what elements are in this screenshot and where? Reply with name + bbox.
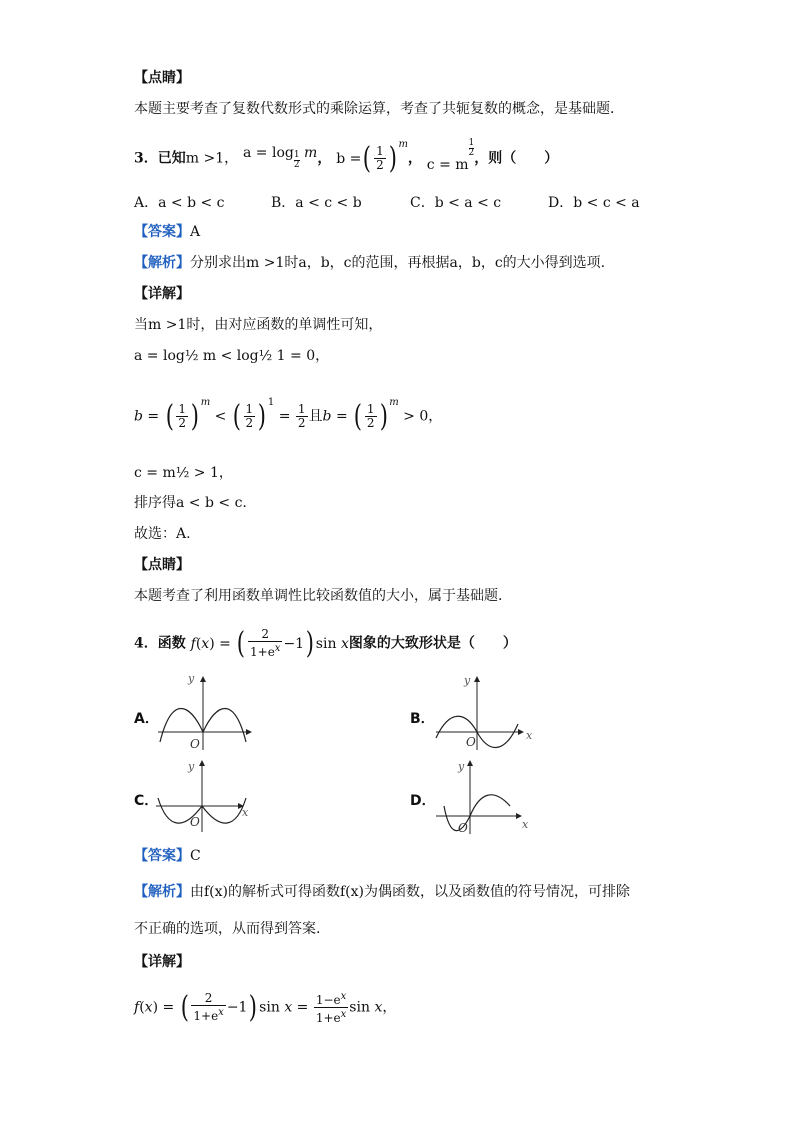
graph-b-origin-label: O bbox=[466, 735, 476, 749]
graph-a-y-label: y bbox=[188, 674, 195, 685]
q3-number: 3．已知 bbox=[134, 150, 186, 167]
graph-d-y-label: y bbox=[458, 760, 465, 773]
graph-c-origin-label: O bbox=[190, 815, 200, 829]
q3-dianjing-text: 本题考查了利用函数单调性比较函数值的大小，属于基础题. bbox=[134, 588, 503, 604]
q3-tail: ，则（ ） bbox=[474, 150, 559, 167]
q3-option-a: A．a < b < c bbox=[134, 195, 225, 211]
q4-graph-a bbox=[150, 674, 260, 754]
q3-detail-line2: a = log½ m < log½ 1 = 0， bbox=[134, 348, 330, 364]
q3-cond: m >1， bbox=[185, 150, 239, 167]
q4-number: 4．函数 bbox=[134, 635, 186, 652]
q3-option-b: B．a < c < b bbox=[271, 195, 362, 211]
q3-detail-heading: 【详解】 bbox=[134, 286, 190, 302]
q4-detail-heading: 【详解】 bbox=[134, 954, 190, 970]
question-3: 3．已知m >1， a = log $\frac{1}{2}$ m， b =( $\frac{1}{2}$ ) $^m$， c = m $^{\frac{1}{2}}$，则（ ） bbox=[134, 138, 559, 176]
graph-b-y-label: y bbox=[464, 674, 471, 687]
q3-detail-line4: c = m½ > 1， bbox=[134, 465, 233, 481]
q3-analysis: 【解析】分别求出m >1时a，b，c的范围，再根据a，b，c的大小得到选项. bbox=[134, 255, 606, 271]
graph-a-origin-label: O bbox=[190, 737, 200, 751]
q4-option-a-label: A． bbox=[134, 711, 159, 727]
q4-analysis-line2: 不正确的选项，从而得到答案. bbox=[134, 921, 321, 937]
graph-d-x-label: x bbox=[522, 818, 529, 831]
q4-analysis-line1: 【解析】由f(x)的解析式可得函数f(x)为偶函数，以及函数值的符号情况，可排除 bbox=[134, 884, 631, 900]
q3-answer: 【答案】A bbox=[134, 224, 201, 240]
q4-option-c-label: C． bbox=[134, 793, 159, 809]
q3-a-expr: a = log $\frac{1}{2}$ m bbox=[243, 144, 318, 170]
q4-graph-b bbox=[430, 674, 540, 754]
section-heading-dianjing: 【点睛】 bbox=[134, 70, 190, 86]
q4-detail-line1: f(x) = ( $\frac{2}{1+e^x}$ −1) sin x = $\frac{1-e^x}{1+e^x}$ sin x， bbox=[134, 989, 397, 1025]
q3-option-d: D．b < c < a bbox=[548, 195, 640, 211]
q4-option-b-label: B． bbox=[410, 711, 435, 727]
q3-dianjing-heading: 【点睛】 bbox=[134, 557, 190, 573]
q3-c-expr: c = m $^{\frac{1}{2}}$ bbox=[426, 138, 475, 173]
q4-tail: 图象的大致形状是（ ） bbox=[348, 635, 517, 652]
q3-option-c: C．b < a < c bbox=[410, 195, 502, 211]
q4-graph-c bbox=[150, 758, 260, 838]
q3-detail-line6: 故选：A. bbox=[134, 526, 191, 542]
q3-detail-line3: b = ( $\frac{1}{2}$ ) $^m$ < ( $\frac{1}{2}$ ) $^1$ = $\frac{1}{2}$ 且b = ( $\frac{1}{2}$ ) $^m$ > 0， bbox=[134, 397, 443, 434]
q3-b-expr: b =( $\frac{1}{2}$ ) $^m$ bbox=[336, 139, 408, 176]
q4-graph-d bbox=[430, 758, 540, 838]
question-4 bbox=[134, 625, 517, 661]
dianjing-text: 本题主要考查了复数代数形式的乘除运算，考查了共轭复数的概念，是基础题． bbox=[134, 101, 624, 117]
graph-d-origin-label: O bbox=[458, 821, 468, 835]
q4-answer: 【答案】C bbox=[134, 848, 201, 864]
q4-option-d-label: D． bbox=[410, 793, 436, 809]
graph-b-x-label: x bbox=[526, 729, 533, 742]
graph-c-y-label: y bbox=[188, 760, 195, 773]
q4-function-expr: f(x) = ( $\frac{2}{1+e^x}$ −1) sin x bbox=[190, 625, 349, 661]
q3-detail-line1: 当m >1时，由对应函数的单调性可知， bbox=[134, 317, 383, 333]
q3-detail-line5: 排序得a < b < c. bbox=[134, 495, 247, 511]
graph-c-x-label: x bbox=[242, 806, 249, 819]
